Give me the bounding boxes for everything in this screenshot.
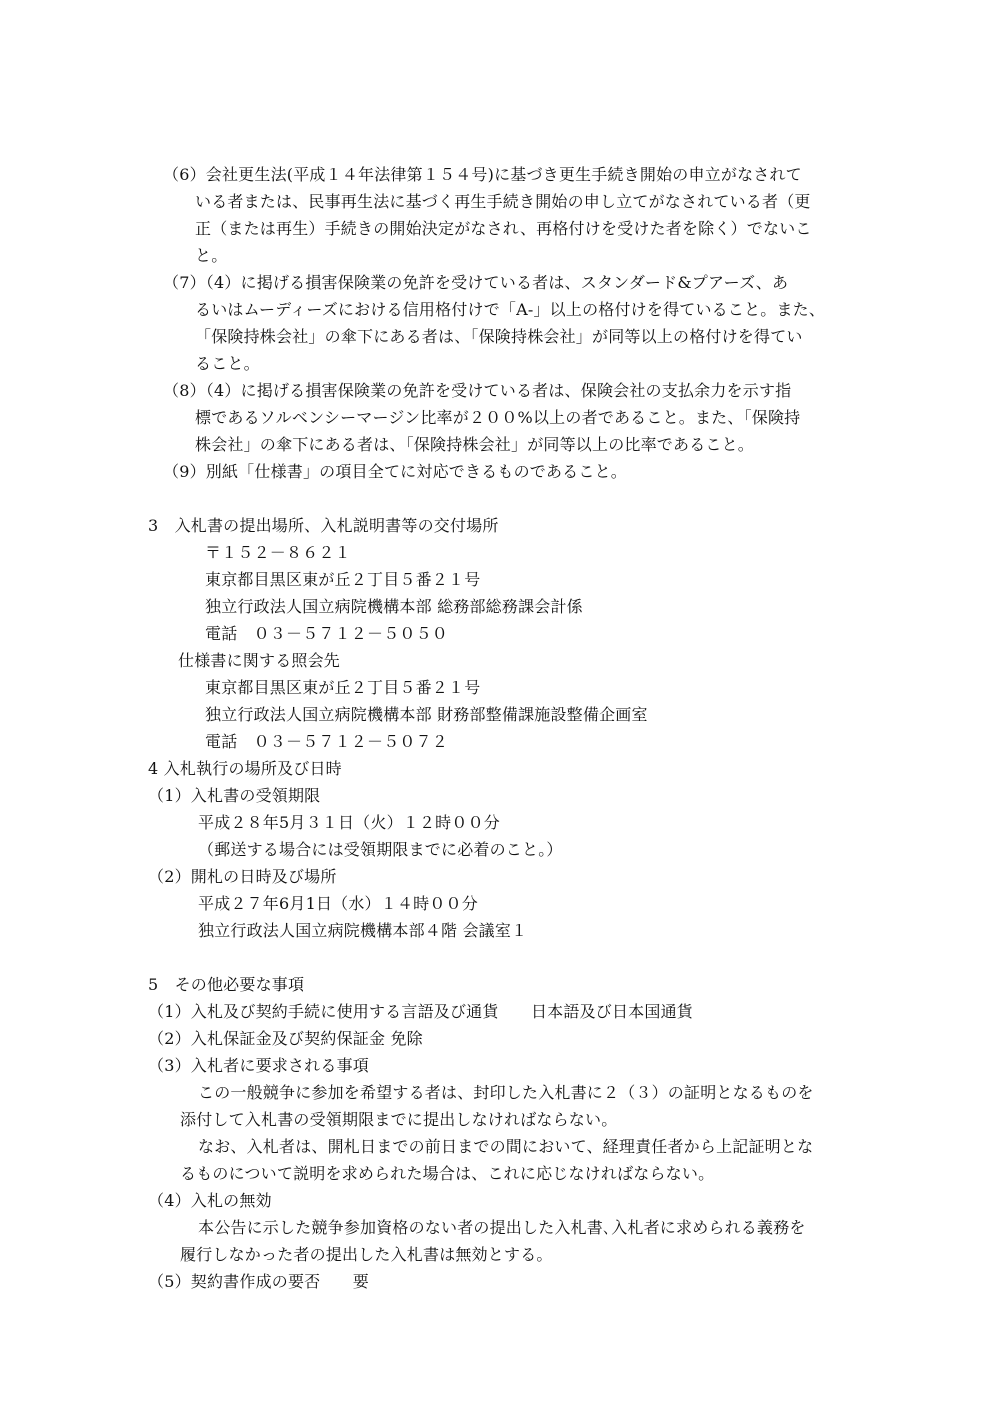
- item-6-line-3: 正（または再生）手続きの開始決定がなされ、再格付けを受けた者を除く）でないこ: [195, 219, 812, 238]
- section-5-item-4-line-2: 履行しなかった者の提出した入札書は無効とする。: [180, 1245, 553, 1264]
- section-5-item-3-line-4: るものについて説明を求められた場合は、これに応じなければならない。: [180, 1164, 715, 1183]
- postal-code: 〒１５２－８６２１: [205, 543, 351, 562]
- inquiry-address: 東京都目黒区東が丘２丁目５番２１号: [205, 678, 481, 697]
- section-5-item-4-line-1: 本公告に示した競争参加資格のない者の提出した入札書､入札者に求められる義務を: [198, 1218, 806, 1237]
- section-4-item-2-heading: （2）開札の日時及び場所: [148, 867, 337, 886]
- section-5-heading: 5 その他必要な事項: [148, 975, 305, 994]
- mail-note: （郵送する場合には受領期限までに必着のこと。）: [198, 840, 563, 859]
- opening-datetime: 平成２７年6月1日（水）１４時００分: [198, 894, 478, 913]
- office-name: 独立行政法人国立病院機構本部 総務部総務課会計係: [205, 597, 583, 616]
- item-8-line-1: （8）（4）に掲げる損害保険業の免許を受けている者は、保険会社の支払余力を示す指: [163, 381, 792, 400]
- item-7-line-1: （7）（4）に掲げる損害保険業の免許を受けている者は、スタンダード&プアーズ、あ: [163, 273, 789, 292]
- section-5-item-3-line-1: この一般競争に参加を希望する者は、封印した入札書に２（３）の証明となるものを: [198, 1083, 814, 1102]
- item-6-line-1: （6）会社更生法(平成１４年法律第１５４号)に基づき更生手続き開始の申立がなされて: [163, 165, 802, 184]
- item-6-line-2: いる者または、民事再生法に基づく再生手続き開始の申し立てがなされている者（更: [195, 192, 811, 211]
- section-5-item-3-heading: （3）入札者に要求される事項: [148, 1056, 369, 1075]
- section-5-item-1: （1）入札及び契約手続に使用する言語及び通貨 日本語及び日本国通貨: [148, 1002, 693, 1021]
- item-7-line-2: るいはムーディーズにおける信用格付けで「A-」以上の格付けを得ていること。また、: [195, 300, 826, 319]
- section-5-item-2: （2）入札保証金及び契約保証金 免除: [148, 1029, 423, 1048]
- inquiry-office: 独立行政法人国立病院機構本部 財務部整備課施設整備企画室: [205, 705, 648, 724]
- section-5-item-3-line-3: なお、入札者は、開札日までの前日までの間において、経理責任者から上記証明とな: [198, 1137, 814, 1156]
- section-5-item-3-line-2: 添付して入札書の受領期限までに提出しなければならない。: [180, 1110, 618, 1129]
- phone-number: 電話 ０３－５７１２－５０５０: [205, 624, 449, 643]
- item-7-line-4: ること。: [195, 354, 260, 373]
- section-5-item-4-heading: （4）入札の無効: [148, 1191, 272, 1210]
- section-3-heading: 3 入札書の提出場所、入札説明書等の交付場所: [148, 516, 499, 535]
- item-8-line-3: 株会社」の傘下にある者は、「保険持株会社」が同等以上の比率であること。: [195, 435, 755, 454]
- section-4-item-1-heading: （1）入札書の受領期限: [148, 786, 321, 805]
- section-4-heading: 4 入札執行の場所及び日時: [148, 759, 342, 778]
- address: 東京都目黒区東が丘２丁目５番２１号: [205, 570, 481, 589]
- inquiry-phone: 電話 ０３－５７１２－５０７２: [205, 732, 449, 751]
- item-7-line-3: 「保険持株会社」の傘下にある者は、「保険持株会社」が同等以上の格付けを得てい: [195, 327, 803, 346]
- inquiry-heading: 仕様書に関する照会先: [178, 651, 341, 670]
- receipt-deadline: 平成２８年5月３１日（火）１２時００分: [198, 813, 500, 832]
- opening-place: 独立行政法人国立病院機構本部４階 会議室１: [198, 921, 528, 940]
- item-8-line-2: 標であるソルベンシーマージン比率が２００%以上の者であること。また、「保険持: [195, 408, 801, 427]
- item-9-line-1: （9）別紙「仕様書」の項目全てに対応できるものであること。: [163, 462, 627, 481]
- item-6-line-4: と。: [195, 246, 228, 265]
- section-5-item-5: （5）契約書作成の要否 要: [148, 1272, 369, 1291]
